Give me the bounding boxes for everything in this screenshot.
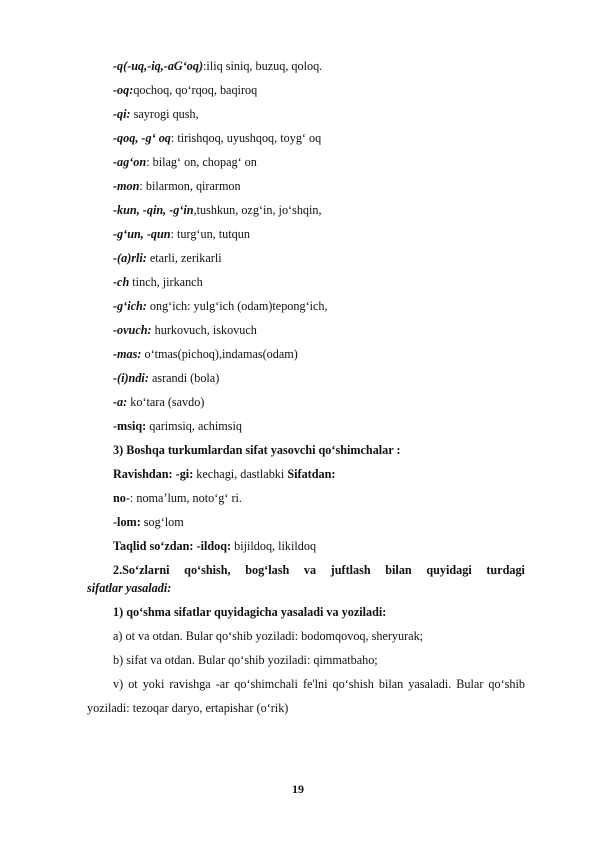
suffix-line xyxy=(113,274,203,290)
word: va xyxy=(303,563,317,577)
suffix-line xyxy=(113,346,298,362)
subheading-1: 1) qo‘shma sifatlar quyidagicha yasaladi va yoziladi: xyxy=(113,605,387,619)
suffix-term: -(i)ndi: xyxy=(113,371,149,385)
suffix-examples: ,tushkun, ozg‘in, jo‘shqin, xyxy=(193,203,322,217)
no-term: no xyxy=(113,491,126,505)
word: qo‘shish xyxy=(332,677,374,691)
lom-examples: sog‘lom xyxy=(140,515,184,529)
suffix-examples: hurkovuch, iskovuch xyxy=(151,323,257,337)
suffix-line xyxy=(113,370,219,386)
suffix-examples: etarli, zerikarli xyxy=(146,251,222,265)
suffix-term: -qi: xyxy=(113,107,131,121)
word: v) xyxy=(113,677,124,691)
item-a: a) ot va otdan. Bular qo‘shib yoziladi: bodomqovoq, sheryurak; xyxy=(113,629,424,643)
no-line xyxy=(113,490,242,506)
item-v xyxy=(113,676,525,692)
page-number: 19 xyxy=(292,782,304,796)
suffix-line xyxy=(113,178,241,194)
word: juftlash xyxy=(330,563,371,577)
no-examples: -: noma’lum, noto‘g‘ ri. xyxy=(125,491,242,505)
section-2-heading xyxy=(113,562,525,578)
suffix-term: -ovuch: xyxy=(113,323,152,337)
suffix-term: -g‘ich: xyxy=(113,299,147,313)
suffix-examples: : bilarmon, qirarmon xyxy=(139,179,241,193)
suffix-line xyxy=(113,394,204,410)
suffix-term: -(a)rli: xyxy=(113,251,147,265)
word: bilan xyxy=(378,677,404,691)
suffix-line xyxy=(113,58,322,74)
suffix-line xyxy=(113,106,199,122)
suffix-examples: : tirishqoq, uyushqoq, toyg‘ oq xyxy=(170,131,322,145)
word: qo‘shib xyxy=(488,677,525,691)
suffix-examples: : bilag‘ on, chopag‘ on xyxy=(146,155,257,169)
word: ravishga xyxy=(169,677,211,691)
word: 2.So‘zlarni xyxy=(113,563,170,577)
word: bilan xyxy=(385,563,412,577)
suffix-examples: o‘tmas(pichoq),indamas(odam) xyxy=(141,347,298,361)
word: turdagi xyxy=(486,563,525,577)
word: qo‘shimchali xyxy=(234,677,298,691)
word: yoki xyxy=(142,677,165,691)
section-2-heading-cont: sifatlar yasaladi: xyxy=(87,581,172,595)
taqlid-examples: bijildoq, likildoq xyxy=(231,539,317,553)
word: Bular xyxy=(456,677,484,691)
suffix-line xyxy=(113,226,250,242)
suffix-line xyxy=(113,82,257,98)
suffix-term: -kun, -qin, -g‘in xyxy=(113,203,194,217)
word: quyidagi xyxy=(426,563,472,577)
sifatdan-label: Sifatdan: xyxy=(287,467,336,481)
word: qo‘shish, xyxy=(184,563,231,577)
suffix-term: -mon xyxy=(113,179,140,193)
suffix-term: -ag‘on xyxy=(113,155,147,169)
suffix-examples: qochoq, qo‘rqoq, baqiroq xyxy=(133,83,258,97)
suffix-line xyxy=(113,154,257,170)
suffix-examples: ko‘tara (savdo) xyxy=(127,395,205,409)
item-v-cont: yoziladi: tezoqar daryo, ertapishar (o‘rik) xyxy=(87,701,289,715)
suffix-term: -ch xyxy=(113,275,130,289)
word: bog‘lash xyxy=(245,563,290,577)
suffix-examples: sayrogi qush, xyxy=(130,107,199,121)
suffix-examples: qarimsiq, achimsiq xyxy=(146,419,242,433)
suffix-examples: asrandi (bola) xyxy=(148,371,220,385)
suffix-term: -q(-uq,-iq,-aG‘oq) xyxy=(113,59,204,73)
word: ot xyxy=(128,677,138,691)
suffix-term: -oq: xyxy=(113,83,134,97)
suffix-examples: :iliq siniq, buzuq, qoloq. xyxy=(203,59,323,73)
word: yasaladi. xyxy=(408,677,452,691)
item-b: b) sifat va otdan. Bular qo‘shib yoziladi: qimmatbaho; xyxy=(113,653,378,667)
word: fe'lni xyxy=(302,677,328,691)
suffix-line xyxy=(113,202,322,218)
heading-3: 3) Boshqa turkumlardan sifat yasovchi qo‘shimchalar : xyxy=(113,443,401,457)
suffix-line xyxy=(113,130,321,146)
suffix-term: -g‘un, -qun xyxy=(113,227,171,241)
suffix-line xyxy=(113,250,222,266)
suffix-term: -a: xyxy=(113,395,128,409)
suffix-line xyxy=(113,298,328,314)
suffix-examples: tinch, jirkanch xyxy=(129,275,203,289)
ravishdan-line xyxy=(113,466,335,482)
word: -ar xyxy=(215,677,230,691)
ravishdan-label: Ravishdan: -gi: xyxy=(113,467,194,481)
taqlid-line xyxy=(113,538,316,554)
suffix-term: -mas: xyxy=(113,347,142,361)
suffix-term: -msiq: xyxy=(113,419,147,433)
lom-term: -lom: xyxy=(113,515,141,529)
ravishdan-examples: kechagi, dastlabki xyxy=(193,467,288,481)
taqlid-term: Taqlid so‘zdan: -ildoq: xyxy=(113,539,232,553)
suffix-line-msiq xyxy=(113,418,242,434)
suffix-examples: ong‘ich: yulg‘ich (odam)tepong‘ich, xyxy=(146,299,328,313)
lom-line xyxy=(113,514,184,530)
suffix-examples: : turg‘un, tutqun xyxy=(170,227,250,241)
suffix-line xyxy=(113,322,257,338)
suffix-term: -qoq, -g‘ oq xyxy=(113,131,171,145)
